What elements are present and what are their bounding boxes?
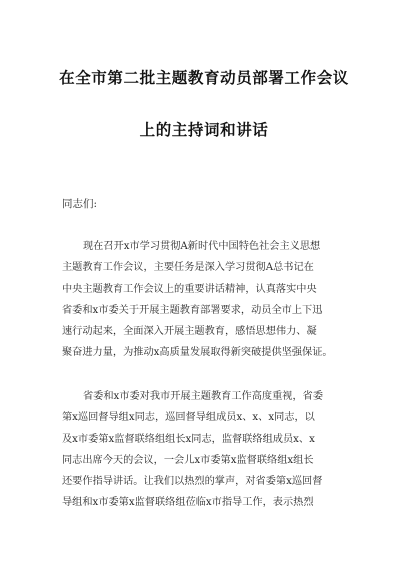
document-title-line-2: 上的主持词和讲话 bbox=[139, 121, 269, 139]
paragraph-line: 中央主题教育工作会议上的重要讲话精神，认真落实中央 bbox=[62, 283, 317, 295]
paragraph-line: 省委和x市委关于开展主题教育部署要求，动员全市上下迅 bbox=[62, 304, 323, 316]
paragraph-line: 导组和x市委第x监督联络组莅临x市指导工作，表示热烈 bbox=[62, 497, 314, 509]
paragraph-line: 第x巡回督导组x同志，巡回督导组成员x、x、x同志，以 bbox=[62, 412, 315, 424]
paragraph-line: 主题教育工作会议，主要任务是深入学习贯彻A总书记在 bbox=[62, 262, 314, 274]
paragraph-line: 同志出席今天的会议，一会儿x市委第x监督联络组x组长 bbox=[62, 454, 314, 466]
document-title-line-1: 在全市第二批主题教育动员部署工作会议 bbox=[59, 69, 349, 87]
paragraph-line: 速行动起来，全面深入开展主题教育，感悟思想伟力、凝 bbox=[62, 326, 317, 338]
paragraph-2 bbox=[62, 386, 352, 514]
paragraph-line: 及x市委第x监督联络组组长x同志，监督联络组成员x、x bbox=[62, 433, 315, 445]
salutation: 同志们: bbox=[62, 198, 98, 210]
paragraph-line: 省委和x市委对我市开展主题教育工作高度重视，省委 bbox=[83, 391, 324, 402]
paragraph-line: 还要作指导讲话。让我们以热烈的掌声，对省委第x巡回督 bbox=[62, 476, 323, 488]
paragraph-line: 聚奋进力量，为推动x高质量发展取得新突破提供坚强保证。 bbox=[62, 347, 333, 359]
paragraph-line: 现在召开x市学习贯彻A新时代中国特色社会主义思想 bbox=[83, 241, 321, 252]
paragraph-1 bbox=[62, 236, 352, 364]
